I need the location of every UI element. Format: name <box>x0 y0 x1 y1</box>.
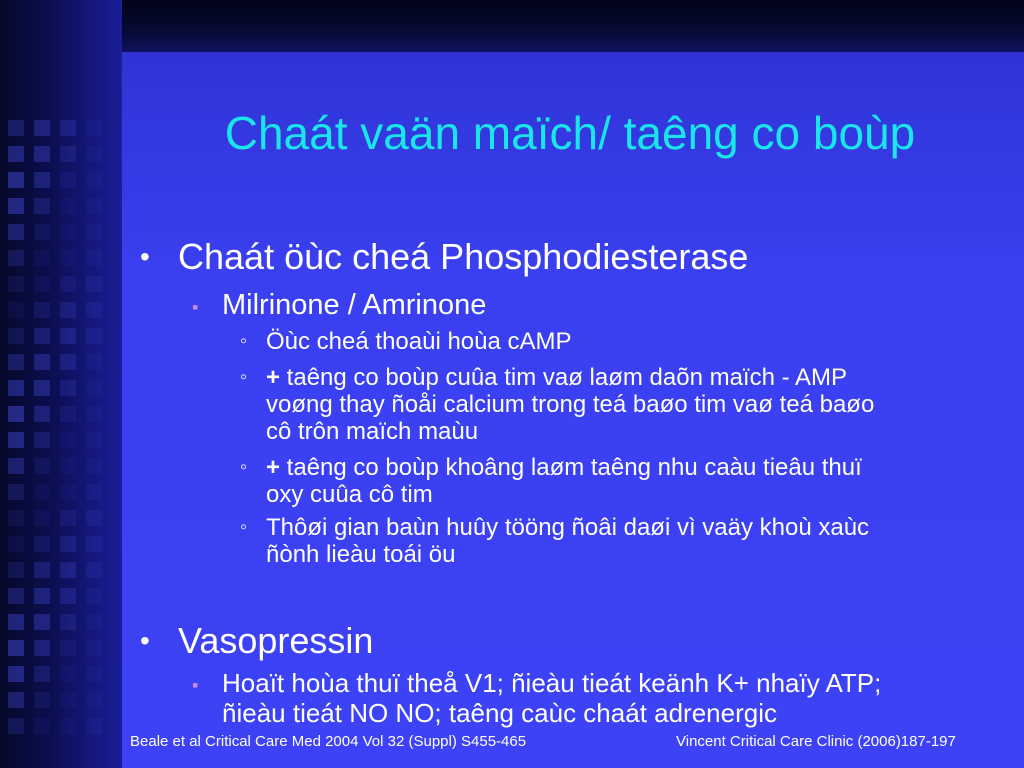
decorative-square <box>8 276 24 292</box>
decorative-square <box>60 406 76 422</box>
decorative-square <box>60 588 76 604</box>
sub-bullet-square: ▪ <box>192 297 199 317</box>
point-circle: ◦ <box>240 330 248 352</box>
decorative-square <box>86 172 102 188</box>
decorative-square <box>86 718 102 734</box>
decorative-square <box>86 224 102 240</box>
decorative-square <box>34 250 50 266</box>
point-text: Öùc cheá thoaùi hoùa cAMP <box>266 328 572 355</box>
point-text: Thôøi gian baùn huûy tööng ñoâi daøi vì vaäy khoù xaùc ñònh lieàu toái öu <box>266 514 870 568</box>
decorative-square <box>8 614 24 630</box>
decorative-square <box>86 198 102 214</box>
decorative-square <box>34 224 50 240</box>
decorative-square <box>34 458 50 474</box>
decorative-square <box>86 484 102 500</box>
decorative-square <box>8 536 24 552</box>
decorative-square <box>60 146 76 162</box>
decorative-square <box>60 718 76 734</box>
decorative-square <box>86 640 102 656</box>
decorative-square <box>86 146 102 162</box>
decorative-square <box>60 354 76 370</box>
decorative-square <box>60 172 76 188</box>
decorative-square <box>86 250 102 266</box>
decorative-square <box>34 484 50 500</box>
decorative-square <box>86 458 102 474</box>
decorative-square <box>8 172 24 188</box>
decorative-square <box>34 146 50 162</box>
decorative-square <box>60 458 76 474</box>
decorative-square <box>8 302 24 318</box>
decorative-square <box>60 224 76 240</box>
slide-title: Chaát vaän maïch/ taêng co boùp <box>224 107 916 159</box>
point-circle: ◦ <box>240 366 248 388</box>
decorative-square <box>86 562 102 578</box>
decorative-square <box>86 614 102 630</box>
decorative-square <box>34 666 50 682</box>
decorative-square <box>34 536 50 552</box>
decorative-square <box>34 302 50 318</box>
decorative-square <box>60 250 76 266</box>
decorative-square <box>34 640 50 656</box>
decorative-square <box>34 510 50 526</box>
decorative-square <box>8 666 24 682</box>
decorative-square <box>60 640 76 656</box>
decorative-square <box>34 718 50 734</box>
decorative-square <box>60 302 76 318</box>
decorative-square <box>8 380 24 396</box>
point-circle: ◦ <box>240 516 248 538</box>
decorative-square <box>86 354 102 370</box>
decorative-square <box>60 380 76 396</box>
decorative-squares <box>0 0 122 768</box>
decorative-square <box>34 406 50 422</box>
decorative-square <box>86 328 102 344</box>
decorative-square <box>34 276 50 292</box>
decorative-square <box>86 510 102 526</box>
point-circle: ◦ <box>240 456 248 478</box>
decorative-square <box>8 224 24 240</box>
decorative-square <box>86 302 102 318</box>
decorative-square <box>86 666 102 682</box>
decorative-square <box>8 484 24 500</box>
decorative-square <box>8 146 24 162</box>
decorative-square <box>8 198 24 214</box>
bullet-heading: Chaát öùc cheá Phosphodiesterase <box>178 236 749 277</box>
decorative-square <box>86 588 102 604</box>
sub-bullet-text: Milrinone / Amrinone <box>222 289 487 321</box>
decorative-square <box>60 198 76 214</box>
decorative-square <box>8 328 24 344</box>
decorative-square <box>86 536 102 552</box>
decorative-square <box>8 120 24 136</box>
top-decorative-band <box>122 0 1024 52</box>
decorative-square <box>60 510 76 526</box>
decorative-square <box>34 432 50 448</box>
decorative-square <box>8 562 24 578</box>
decorative-square <box>86 432 102 448</box>
decorative-square <box>60 120 76 136</box>
decorative-square <box>60 562 76 578</box>
decorative-square <box>8 354 24 370</box>
footer-reference-right: Vincent Critical Care Clinic (2006)187-197 <box>676 733 956 750</box>
decorative-square <box>86 406 102 422</box>
footer-reference-left: Beale et al Critical Care Med 2004 Vol 32 (Suppl) S455-465 <box>130 733 527 750</box>
decorative-square <box>86 120 102 136</box>
decorative-square <box>60 692 76 708</box>
decorative-square <box>8 458 24 474</box>
point-text: + taêng co boùp cuûa tim vaø laøm daõn maïch - AMP voøng thay ñoåi calcium trong teá baøo tim vaø teá baøo cô trôn maïch maùu <box>266 364 875 445</box>
bullet-heading: Vasopressin <box>178 620 374 661</box>
decorative-square <box>8 718 24 734</box>
decorative-square <box>60 536 76 552</box>
sub-bullet-square: ▪ <box>192 675 199 695</box>
decorative-square <box>34 354 50 370</box>
decorative-square <box>34 120 50 136</box>
decorative-square <box>34 614 50 630</box>
decorative-square <box>60 276 76 292</box>
decorative-square <box>8 692 24 708</box>
decorative-square <box>34 198 50 214</box>
decorative-square <box>8 406 24 422</box>
decorative-square <box>86 692 102 708</box>
bullet-dot: • <box>140 241 150 272</box>
decorative-square <box>60 614 76 630</box>
decorative-square <box>34 588 50 604</box>
decorative-square <box>8 250 24 266</box>
decorative-square <box>8 588 24 604</box>
decorative-square <box>86 380 102 396</box>
decorative-square <box>34 562 50 578</box>
decorative-square <box>60 666 76 682</box>
decorative-square <box>8 432 24 448</box>
sub-bullet-text: Hoaït hoùa thuï theå V1; ñieàu tieát keänh K+ nhaïy ATP; ñieàu tieát NO NO; taêng caùc chaát adrenergic <box>222 668 882 728</box>
decorative-square <box>34 692 50 708</box>
decorative-square <box>60 432 76 448</box>
decorative-square <box>86 276 102 292</box>
decorative-square <box>60 484 76 500</box>
decorative-square <box>34 172 50 188</box>
decorative-square <box>8 640 24 656</box>
point-text: + taêng co boùp khoâng laøm taêng nhu caàu tieâu thuï oxy cuûa cô tim <box>266 454 862 508</box>
decorative-square <box>34 328 50 344</box>
decorative-square <box>8 510 24 526</box>
decorative-square <box>34 380 50 396</box>
decorative-square <box>60 328 76 344</box>
bullet-dot: • <box>140 625 150 656</box>
